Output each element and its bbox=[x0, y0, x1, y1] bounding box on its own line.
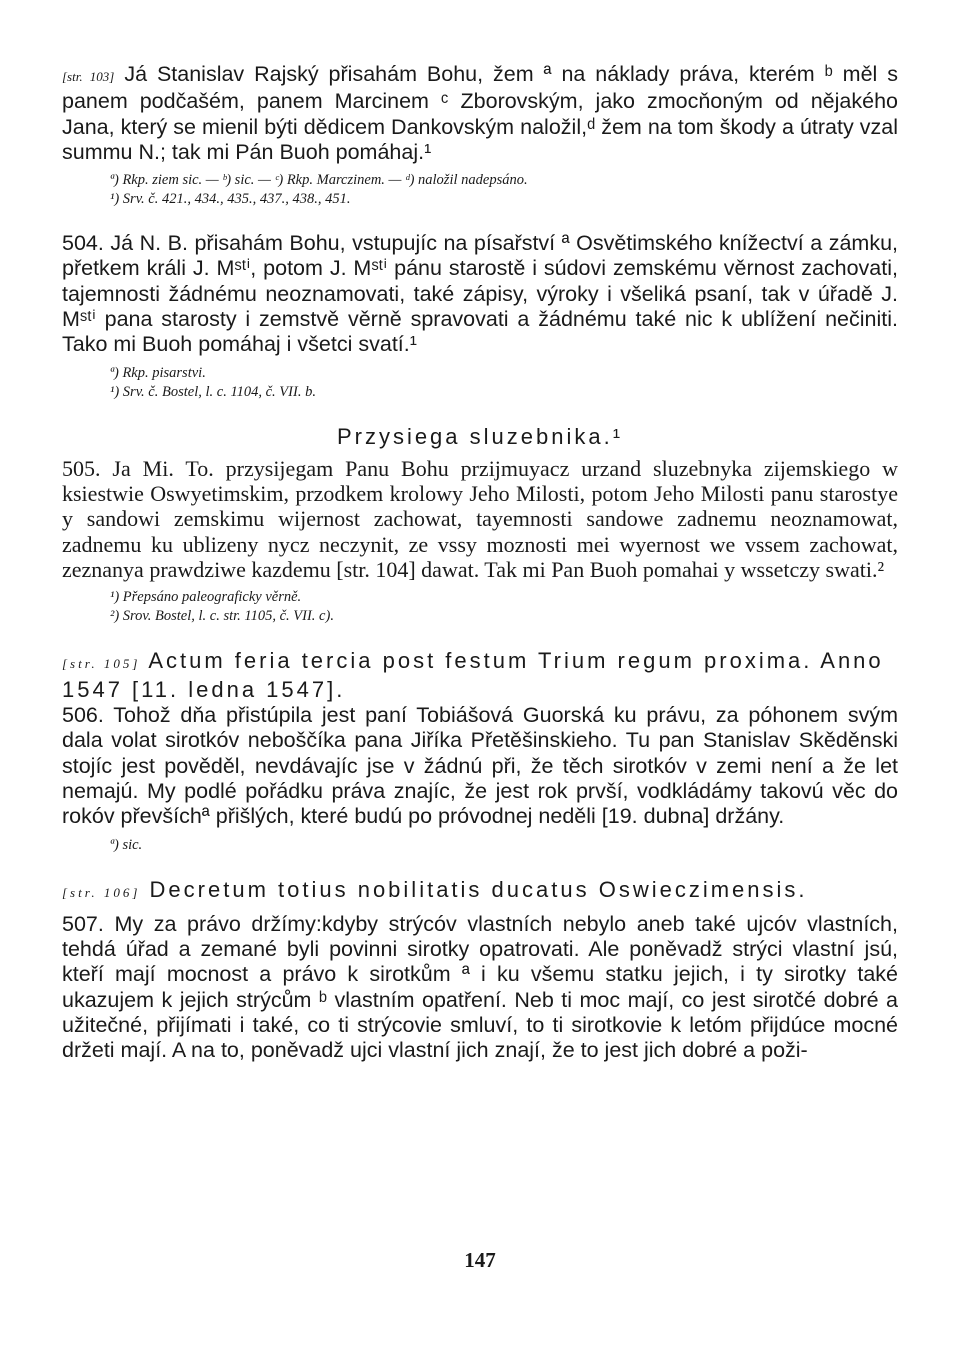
document-page bbox=[62, 62, 898, 1063]
entry-505-text: Ja Mi. To. przysijegam Panu Bohu przijmuyacz urzand sluzebnyka zijemskiego w ksiestwie Oswyetimskim, przodkem krolowy Jeho Milosti, potom Jeho Milosti panu starostye y sandowi zemskimu wijernost zachowat, tayemnosti sandowe zadnemu neoznamowat, zadnemu ku ublizeny nycz neczynit, ze vssy moznosti mei wyernost we vssem zachowat, zeznanya prawdziwe kazdemu [str. 104] dawat. Tak mi Pan Buoh pomahai y wssetczy swati.² bbox=[62, 455, 899, 582]
footnote-1-505: ¹) Přepsáno paleograficky věrně. bbox=[110, 589, 302, 606]
entry-504 bbox=[62, 231, 898, 357]
footnote-letters-503: ª) Rkp. ziem sic. — ᵇ) sic. — ᶜ) Rkp. Marczinem. — ᵈ) naložil nadepsáno. bbox=[110, 172, 528, 189]
section-heading-przysiega: Przysiega sluzebnika.¹ bbox=[336, 423, 624, 449]
entry-506 bbox=[62, 703, 898, 829]
entry-506-text: Tohož dňa přistúpila jest paní Tobiášová Guorská ku právu, za póhonem svým dala volat sirotkóv neboščíka pana Jiříka Přetěšinskieho. Tu pan Stanislav Skěděnski stojíc jest pověděl, nevdávajíc jse v žádnú při, že těch sirotkóv v zemi není a že let nemajú. My podlé pořádku práva znajíc, že jest rok prvší, vodkládámy takovú věc do rokóv převšíchª přišlých, které budú po próvodnej neděli [19. dubna] držány. bbox=[62, 703, 898, 829]
footnote-a-506: ª) sic. bbox=[110, 836, 143, 853]
page-reference: [str. 106] bbox=[62, 884, 141, 900]
entry-507-text: My za právo držímy:kdyby strýcóv vlastních nebylo aneb také ujcóv vlastních, tehdá úřad a zemané byli povinni sirotky opatrovati. Ale poněvadž strýci vlastní jsú, kteří mají mocnost a právo k sirotkům ª i ku všemu statku jejich, i ty sirotky také ukazujem k jejich strýcům ᵇ vlastním opatření. Neb ti moc mají, co jest sirotčé dobré a užitečné, přijímati i také, co ti strýcovie smluví, to ti sirotkovie k letóm přijdúce mocné držeti mají. A na to, poněvadž ujci vlastní jich znají, že to jest jich dobré a poži- bbox=[62, 911, 898, 1063]
page-reference: [str. 105] bbox=[62, 656, 141, 672]
entry-505 bbox=[62, 456, 898, 582]
footnote-a-504: ª) Rkp. pisarstvi. bbox=[110, 364, 206, 381]
entry-503-text: Já Stanislav Rajský přisahám Bohu, žem ª na náklady práva, kterém ᵇ měl s panem podčašém, panem Marcinem ᶜ Zborovským, jako zmocňoným od nějakého Jana, který se mienil býti dědicem Dankovským naložil,ᵈ žem na tom škody a útraty vzal summu N.; tak mi Pán Buoh pomáhaj.¹ bbox=[62, 62, 898, 164]
footnote-2-505: ²) Srov. Bostel, l. c. str. 1105, č. VII. c). bbox=[110, 608, 334, 625]
entry-506-number: 506. bbox=[62, 703, 104, 728]
actum-text: Actum feria tercia post festum Trium regum proxima. Anno 1547 [11. ledna 1547]. bbox=[62, 648, 884, 703]
page-reference: [str. 103] bbox=[62, 69, 115, 84]
decretum-text: Decretum totius nobilitatis ducatus Oswieczimensis. bbox=[149, 876, 808, 902]
footnote-numbers-503: ¹) Srv. č. 421., 434., 435., 437., 438., 451. bbox=[110, 191, 351, 208]
decretum-heading bbox=[62, 877, 898, 906]
entry-504-text: Já N. B. přisahám Bohu, vstupujíc na písařství ª Osvětimského knížectví a zámku, přetkem králi J. Mˢᵗⁱ, potom J. Mˢᵗⁱ pánu starostě i súdovi zemskému věrnost zachovati, tajemnosti žádnému neoznamovati, také zápisy, výroky i všeliká psaní, tak v úřadě J. Mˢᵗⁱ pana starosty i zemstvě věrně spravovati a žádnému také nic k ublížení nečiniti. Tako mi Buoh pomáhaj i všetci svatí.¹ bbox=[62, 231, 898, 357]
footnote-1-504: ¹) Srv. č. Bostel, l. c. 1104, č. VII. b. bbox=[110, 383, 316, 400]
entry-503 bbox=[62, 62, 898, 165]
entry-507 bbox=[62, 912, 898, 1064]
page-number: 147 bbox=[464, 1248, 496, 1272]
actum-heading bbox=[62, 648, 898, 703]
entry-504-number: 504. bbox=[62, 231, 104, 256]
entry-507-number: 507. bbox=[62, 911, 104, 936]
entry-505-number: 505. bbox=[62, 455, 101, 481]
